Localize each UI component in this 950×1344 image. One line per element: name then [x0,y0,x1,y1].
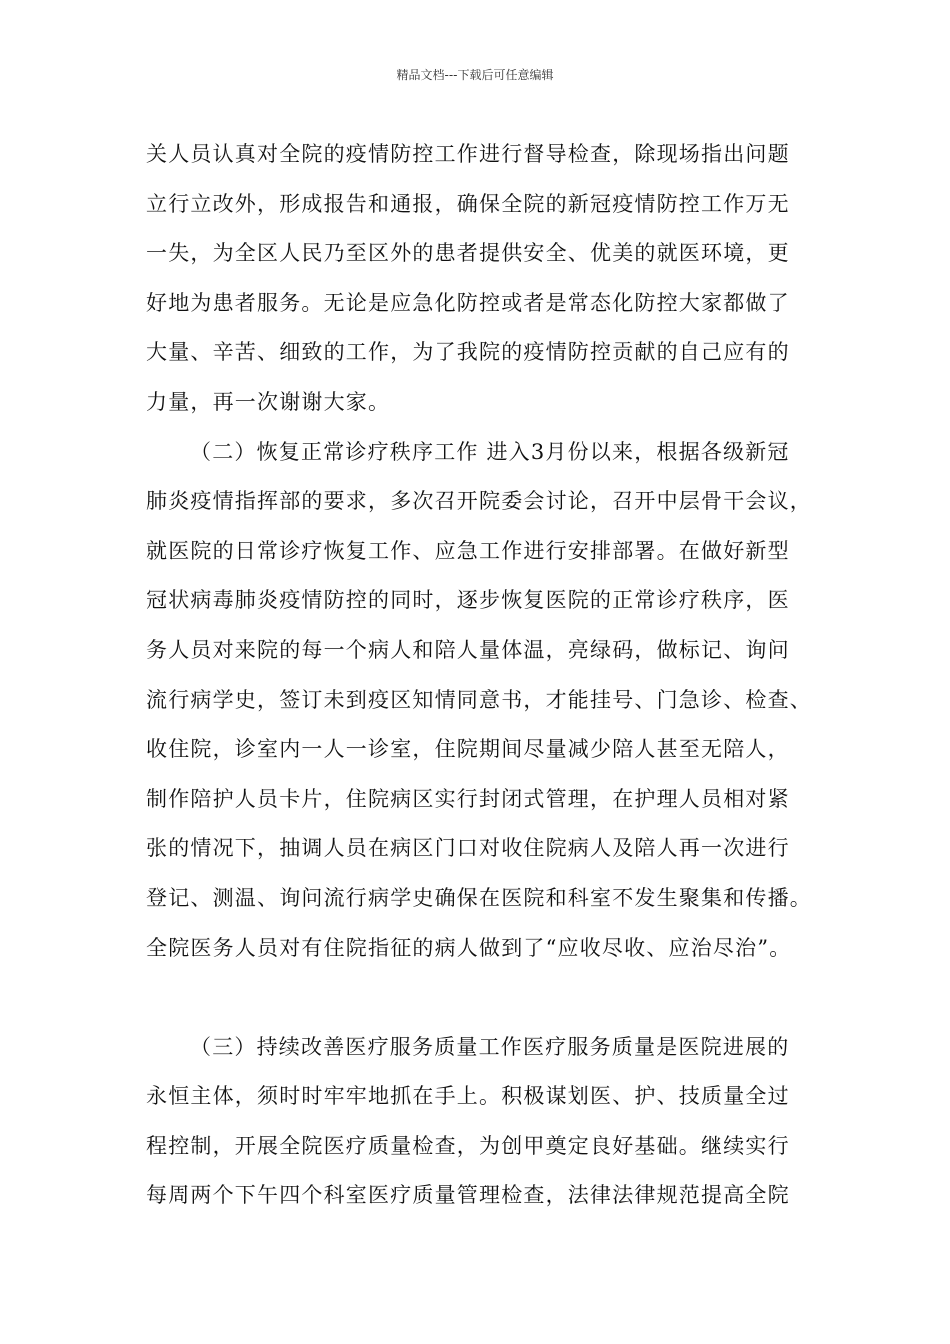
page-header: 精品文档---下载后可任意编辑 [396,68,554,82]
text-line: 永恒主体，须时时牢牢地抓在手上。积极谋划医、护、技质量全过 [146,1084,790,1109]
text-line: 立行立改外，形成报告和通报，确保全院的新冠疫情防控工作万无 [146,191,790,216]
text-line: 制作陪护人员卡片，住院病区实行封闭式管理，在护理人员相对紧 [146,786,790,811]
text-line: 关人员认真对全院的疫情防控工作进行督导检查，除现场指出问题 [146,142,790,166]
text-line: 每周两个下午四个科室医疗质量管理检查，法律法律规范提高全院 [146,1183,790,1208]
paragraph-gap [146,973,836,1023]
document-body [146,130,836,1221]
text-line: 冠状病毒肺炎疫情防控的同时，逐步恢复医院的正常诊疗秩序，医 [146,588,790,613]
text-line: 务人员对来院的每一个病人和陪人量体温，亮绿码，做标记、询问 [146,637,790,662]
text-line: 一失，为全区人民乃至区外的患者提供安全、优美的就医环境，更 [146,241,790,266]
text-line: 收住院，诊室内一人一诊室，住院期间尽量减少陪人甚至无陪人， [146,737,790,762]
paragraph-heading-line: （二）恢复正常诊疗秩序工作 进入3月份以来，根据各级新冠 [190,439,790,464]
text-line: 全院医务人员对有住院指征的病人做到了“应收尽收、应治尽治”。 [146,935,792,960]
text-line: 就医院的日常诊疗恢复工作、应急工作进行安排部署。在做好新型 [146,538,790,563]
text-line: 登记、测温、询问流行病学史确保在医院和科室不发生聚集和传播。 [146,885,812,910]
text-line: 力量，再一次谢谢大家。 [146,389,391,414]
text-line: 张的情况下，抽调人员在病区门口对收住院病人及陪人再一次进行 [146,836,790,861]
text-line: 肺炎疫情指挥部的要求，多次召开院委会讨论，召开中层骨干会议， [146,489,812,514]
paragraph-heading-line: （三）持续改善医疗服务质量工作医疗服务质量是医院进展的 [190,1034,790,1059]
text-line: 大量、辛苦、细致的工作，为了我院的疫情防控贡献的自己应有的 [146,340,790,365]
text-line: 流行病学史，签订未到疫区知情同意书，才能挂号、门急诊、检查、 [146,687,812,712]
text-line: 好地为患者服务。无论是应急化防控或者是常态化防控大家都做了 [146,290,790,315]
text-line: 程控制，开展全院医疗质量检查，为创甲奠定良好基础。继续实行 [146,1133,790,1158]
